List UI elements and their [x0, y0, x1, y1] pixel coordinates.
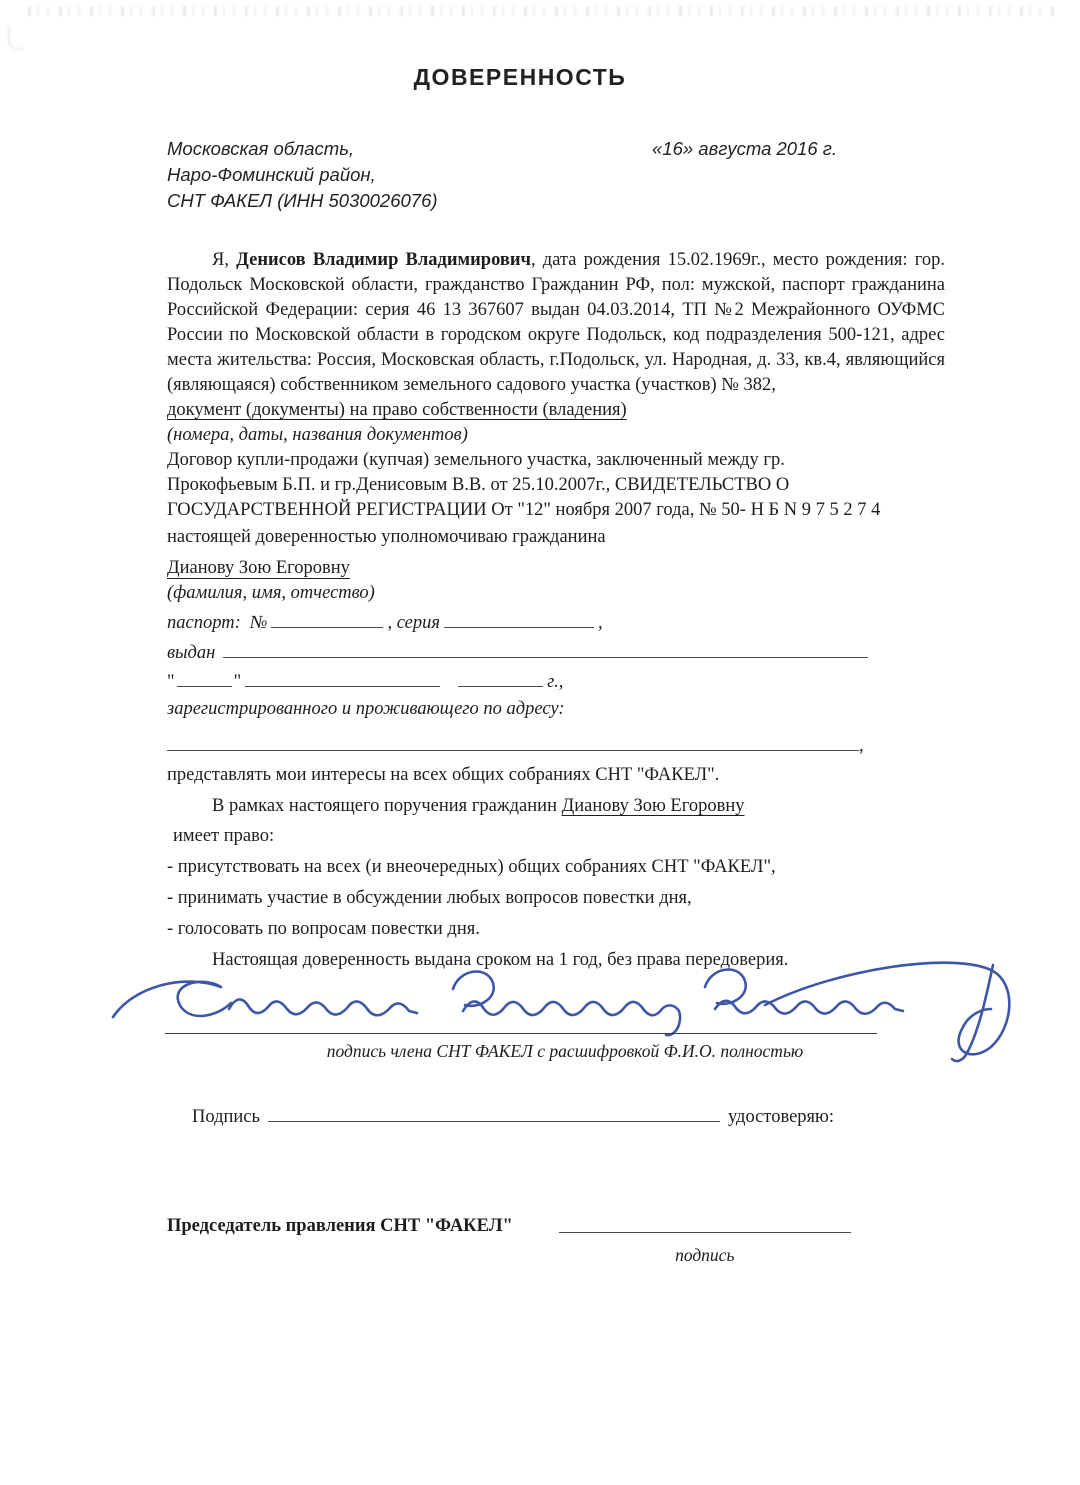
- signature-stroke: [229, 999, 417, 1015]
- member-signature-line: [165, 1033, 877, 1034]
- scan-noise-band: [28, 6, 1056, 16]
- chairman-label: Председатель правления СНТ "ФАКЕЛ": [167, 1216, 513, 1236]
- passport-series-label: , серия: [387, 613, 440, 633]
- signature-stroke: [113, 982, 231, 1017]
- signature-stroke: [705, 970, 746, 1004]
- chairman-signature-hint: подпись: [675, 1245, 735, 1265]
- address-blank-end: ,: [859, 736, 864, 756]
- principal-name: Денисов Владимир Владимирович: [236, 250, 531, 270]
- attorney-name: Дианову Зою Егоровну: [167, 558, 350, 578]
- ownership-docs-hint: (номера, даты, названия документов): [167, 425, 468, 445]
- represent-line: представлять мои интересы на всех общих собраниях СНТ "ФАКЕЛ".: [167, 765, 720, 785]
- issued-label: выдан: [167, 643, 216, 663]
- place-org: СНТ ФАКЕЛ (ИНН 5030026076): [167, 190, 438, 211]
- signature-stroke: [715, 1001, 903, 1014]
- attorney-name-hint: (фамилия, имя, отчество): [167, 583, 375, 603]
- address-blank-field: [167, 735, 859, 751]
- issue-place-block: [167, 136, 438, 214]
- issue-date: «16» августа 2016 г.: [652, 138, 838, 159]
- scope-line: [167, 794, 945, 819]
- signature-flourish: [952, 965, 993, 1061]
- authorization-intro: настоящей доверенностью уполномочиваю гражданина: [167, 527, 606, 547]
- certify-signature-row: [167, 1105, 945, 1130]
- year-suffix: г.,: [547, 672, 564, 692]
- member-signature-area: [167, 975, 945, 1063]
- ownership-docs-label: документ (документы) на право собственности (владения): [167, 400, 627, 420]
- ownership-doc-line: Прокофьевым Б.П. и гр.Денисовым В.В. от 25.10.2007г., СВИДЕТЕЛЬСТВО О: [167, 475, 790, 495]
- chairman-row: [167, 1214, 945, 1268]
- signature-stroke: [463, 1001, 680, 1035]
- scan-noise-speck: [8, 26, 24, 50]
- chairman-signature-area: [559, 1214, 851, 1268]
- document-body: [167, 248, 945, 1268]
- close-quote: ": [233, 672, 242, 692]
- issue-date-blank-line: [167, 670, 945, 695]
- passport-issued-line: [167, 641, 945, 666]
- place-district: Наро-Фоминский район,: [167, 164, 376, 185]
- right-item: - голосовать по вопросам повестки дня.: [167, 919, 480, 939]
- principal-paragraph: [167, 248, 945, 398]
- scope-prefix: В рамках настоящего поручения гражданин: [212, 796, 562, 816]
- member-signature-caption: подпись члена СНТ ФАКЕЛ с расшифровкой Ф.И.О. полностью: [326, 1041, 804, 1061]
- day-blank-field: [177, 671, 232, 687]
- attorney-passport-line: [167, 611, 945, 636]
- principal-details: , дата рождения 15.02.1969г., место рождения: гор. Подольск Московской области, гражданство Гражданин РФ, пол: мужской, паспорт гражданина Российской Федерации: серия 46 13 367607 выдан 04.03.2014, ТП №2 Межрайонного ОУФМС России по Московской области в городском округе Подольск, код подразделения 500-121, адрес места жительства: Россия, Московская область, г.Подольск, ул. Народная, д. 33, кв.4, являющийся (являющаяся) собственником земельного садового участка (участков) № 382,: [167, 250, 945, 395]
- certify-label: удостоверяю:: [727, 1107, 835, 1127]
- sign-label: Подпись: [192, 1107, 260, 1127]
- document-title: ДОВЕРЕННОСТЬ: [413, 64, 627, 90]
- passport-number-blank-field: [271, 612, 383, 628]
- principal-prefix: Я,: [212, 250, 237, 270]
- passport-line-end: ,: [597, 613, 603, 633]
- ownership-doc-line: Договор купли-продажи (купчая) земельного участка, заключенный между гр.: [167, 450, 785, 470]
- registered-address-label: зарегистрированного и проживающего по адресу:: [167, 699, 565, 719]
- place-region: Московская область,: [167, 138, 355, 159]
- address-blank-line: [167, 734, 945, 759]
- passport-label: паспорт:: [167, 613, 241, 633]
- right-item: - принимать участие в обсуждении любых вопросов повестки дня,: [167, 888, 692, 908]
- ownership-doc-line: ГОСУДАРСТВЕННОЙ РЕГИСТРАЦИИ От "12" ноября 2007 года, № 50- Н Б N 9 7 5 2 7 4: [167, 500, 881, 520]
- passport-number-label: №: [250, 613, 268, 633]
- validity-line: Настоящая доверенность выдана сроком на 1 год, без права передоверия.: [212, 950, 789, 970]
- open-quote: ": [167, 672, 175, 692]
- right-item: - присутствовать на всех (и внеочередных) общих собраниях СНТ "ФАКЕЛ",: [167, 857, 776, 877]
- rights-label: имеет право:: [173, 826, 275, 846]
- passport-series-blank-field: [444, 612, 594, 628]
- scope-attorney-name: Дианову Зою Егоровну: [561, 796, 745, 816]
- year-blank-field: [458, 671, 543, 687]
- certify-signature-blank-field: [268, 1106, 720, 1122]
- chairman-signature-blank-field: [559, 1217, 851, 1233]
- issued-by-blank-field: [223, 642, 868, 658]
- month-blank-field: [245, 671, 440, 687]
